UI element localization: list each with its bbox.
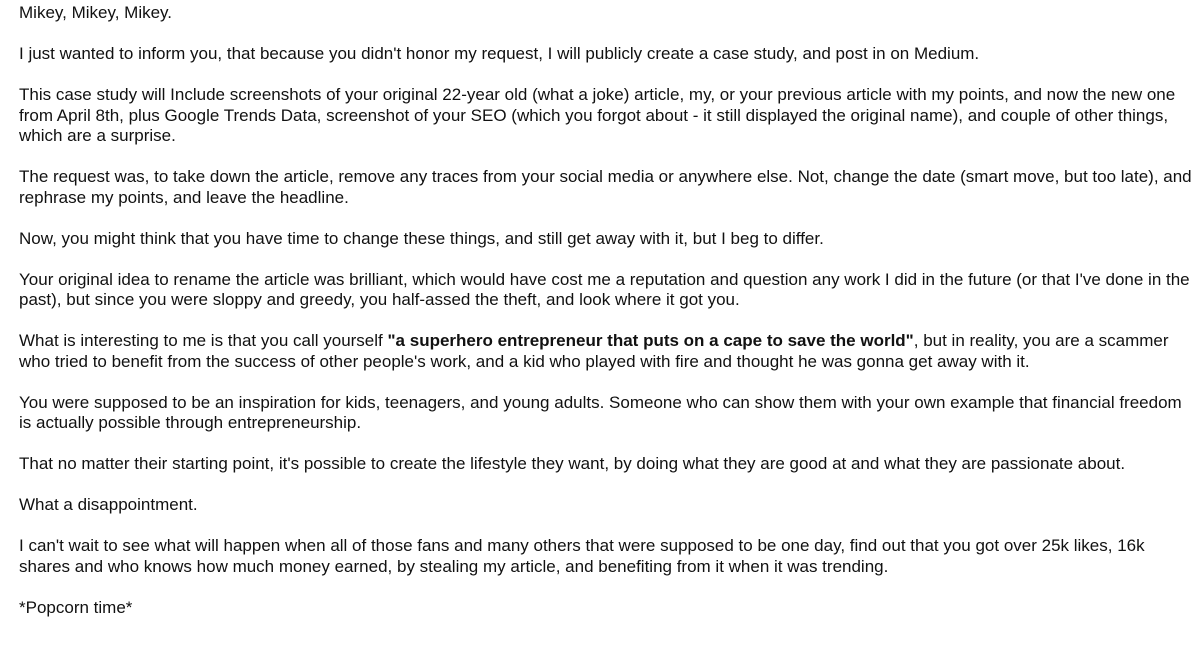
superhero-quote: "a superhero entrepreneur that puts on a cape to save the world" [387,331,914,350]
superhero-text-after: , but in reality, you are a scammer who tried to benefit from the success of other people's work, and a kid who played with fire and thought he was gonna get away with it. [19,331,1169,371]
signoff-paragraph: *Popcorn time* [19,597,133,617]
greeting-paragraph: Mikey, Mikey, Mikey. [19,3,173,22]
paragraph-fans: I can't wait to see what will happen when all of those fans and many others that were supposed to be one day, find out that you got over 25k likes, 16k shares and who knows how much money earned, by stealing my article, and benefiting from it when it was trending. [19,536,1145,576]
superhero-text-before: What is interesting to me is that you call yourself [19,331,388,350]
paragraph-superhero [19,331,1197,372]
paragraph-inspiration: You were supposed to be an inspiration for kids, teenagers, and young adults. Someone who can show them with your own example that financial freedom is actually possible through entrepreneurship. [19,392,1182,432]
paragraph-request: The request was, to take down the article, remove any traces from your social media or anywhere else. Not, change the date (smart move, but too late), and rephrase my points, and leave the headline. [19,167,1192,207]
paragraph-case-study: This case study will Include screenshots of your original 22-year old (what a joke) article, my, or your previous article with my points, and now the new one from April 8th, plus Google Trends Data, screenshot of your SEO (which you forgot about - it still displayed the original name), and couple of other things, which are a surprise. [19,85,1176,145]
message-body [19,3,1197,618]
paragraph-starting-point: That no matter their starting point, it's possible to create the lifestyle they want, by doing what they are good at and what they are passionate about. [19,454,1126,473]
paragraph-disappointment: What a disappointment. [19,495,198,514]
paragraph-original-idea: Your original idea to rename the article was brilliant, which would have cost me a reputation and question any work I did in the future (or that I've done in the past), but since you were sloppy and greedy, you half-assed the theft, and look where it got you. [19,269,1190,309]
paragraph-time: Now, you might think that you have time to change these things, and still get away with it, but I beg to differ. [19,228,824,248]
paragraph-inform: I just wanted to inform you, that because you didn't honor my request, I will publicly create a case study, and post in on Medium. [19,44,980,63]
